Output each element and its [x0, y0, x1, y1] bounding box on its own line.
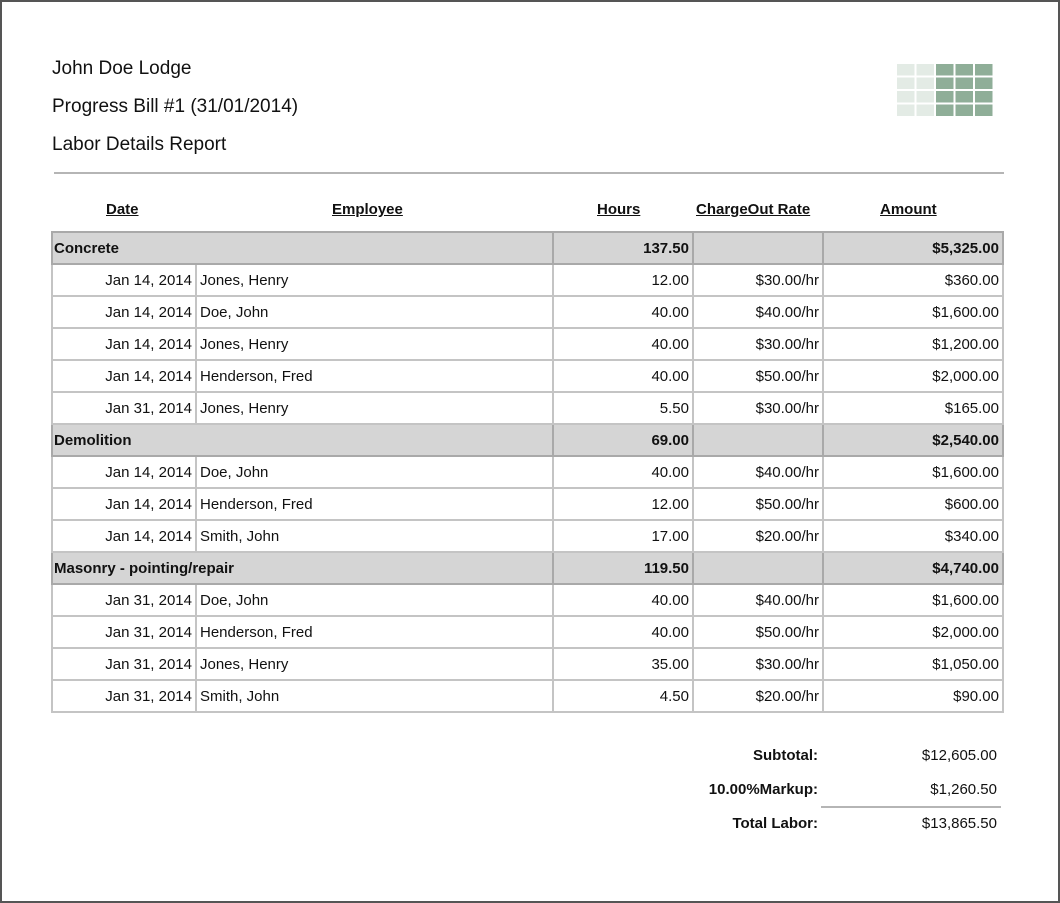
logo-cell — [956, 105, 974, 117]
logo-cell — [897, 64, 915, 76]
row-amount: $1,600.00 — [823, 456, 1003, 488]
total-labor-label: Total Labor: — [732, 815, 818, 832]
group-amount: $4,740.00 — [823, 552, 1003, 584]
table-row — [52, 520, 1003, 552]
row-rate: $50.00/hr — [693, 360, 823, 392]
row-rate: $20.00/hr — [693, 520, 823, 552]
table-row — [52, 392, 1003, 424]
group-hours: 69.00 — [553, 424, 693, 456]
group-row — [52, 424, 1003, 456]
report-title: Labor Details Report — [52, 134, 227, 155]
subtotal-value: $12,605.00 — [921, 747, 997, 764]
table-row — [52, 296, 1003, 328]
row-employee: Henderson, Fred — [196, 488, 553, 520]
row-hours: 40.00 — [553, 616, 693, 648]
row-employee: Henderson, Fred — [196, 360, 553, 392]
logo-cell — [897, 91, 915, 103]
group-rate-empty — [693, 552, 823, 584]
group-hours: 119.50 — [553, 552, 693, 584]
row-date: Jan 31, 2014 — [52, 616, 196, 648]
row-date: Jan 14, 2014 — [52, 488, 196, 520]
row-hours: 12.00 — [553, 264, 693, 296]
table-row — [52, 616, 1003, 648]
logo-cell — [956, 64, 974, 76]
markup-value: $1,260.50 — [930, 781, 997, 798]
table-row — [52, 584, 1003, 616]
row-hours: 40.00 — [553, 360, 693, 392]
row-rate: $30.00/hr — [693, 264, 823, 296]
row-rate: $20.00/hr — [693, 680, 823, 712]
row-amount: $2,000.00 — [823, 616, 1003, 648]
row-amount: $1,600.00 — [823, 584, 1003, 616]
logo-cell — [936, 105, 954, 117]
table-row — [52, 264, 1003, 296]
group-row — [52, 552, 1003, 584]
logo-cell — [917, 78, 935, 90]
row-rate: $40.00/hr — [693, 584, 823, 616]
column-header-hours: Hours — [597, 201, 641, 218]
table-row — [52, 328, 1003, 360]
subtotal-label: Subtotal: — [753, 747, 818, 764]
row-date: Jan 14, 2014 — [52, 456, 196, 488]
group-rate-empty — [693, 232, 823, 264]
row-hours: 40.00 — [553, 456, 693, 488]
row-date: Jan 14, 2014 — [52, 520, 196, 552]
row-amount: $600.00 — [823, 488, 1003, 520]
row-employee: Doe, John — [196, 456, 553, 488]
table-row — [52, 360, 1003, 392]
group-amount: $5,325.00 — [823, 232, 1003, 264]
table-row — [52, 648, 1003, 680]
row-rate: $30.00/hr — [693, 392, 823, 424]
row-employee: Smith, John — [196, 520, 553, 552]
row-hours: 5.50 — [553, 392, 693, 424]
row-date: Jan 31, 2014 — [52, 680, 196, 712]
summary-divider — [821, 806, 1001, 808]
row-employee: Jones, Henry — [196, 648, 553, 680]
row-hours: 17.00 — [553, 520, 693, 552]
row-date: Jan 31, 2014 — [52, 648, 196, 680]
row-hours: 40.00 — [553, 296, 693, 328]
row-rate: $30.00/hr — [693, 328, 823, 360]
row-hours: 12.00 — [553, 488, 693, 520]
row-amount: $1,050.00 — [823, 648, 1003, 680]
company-name: John Doe Lodge — [52, 58, 192, 79]
row-employee: Doe, John — [196, 296, 553, 328]
logo-cell — [975, 105, 993, 117]
logo-cell — [936, 91, 954, 103]
row-employee: Jones, Henry — [196, 392, 553, 424]
row-rate: $30.00/hr — [693, 648, 823, 680]
group-row — [52, 232, 1003, 264]
row-hours: 40.00 — [553, 584, 693, 616]
building-logo-icon — [895, 62, 995, 118]
row-hours: 35.00 — [553, 648, 693, 680]
column-header-date: Date — [106, 201, 139, 218]
row-amount: $1,600.00 — [823, 296, 1003, 328]
row-amount: $360.00 — [823, 264, 1003, 296]
group-name: Demolition — [52, 424, 553, 456]
row-date: Jan 31, 2014 — [52, 392, 196, 424]
logo-cell — [956, 78, 974, 90]
logo-cell — [917, 105, 935, 117]
row-amount: $165.00 — [823, 392, 1003, 424]
row-employee: Jones, Henry — [196, 328, 553, 360]
column-header-amount: Amount — [880, 201, 937, 218]
row-employee: Doe, John — [196, 584, 553, 616]
group-amount: $2,540.00 — [823, 424, 1003, 456]
table-row — [52, 680, 1003, 712]
row-amount: $2,000.00 — [823, 360, 1003, 392]
logo-cell — [917, 64, 935, 76]
group-hours: 137.50 — [553, 232, 693, 264]
logo-cell — [975, 78, 993, 90]
group-name: Concrete — [52, 232, 553, 264]
logo-cell — [936, 78, 954, 90]
logo-cell — [956, 91, 974, 103]
row-employee: Henderson, Fred — [196, 616, 553, 648]
logo-cell — [897, 105, 915, 117]
column-header-employee: Employee — [332, 201, 403, 218]
group-rate-empty — [693, 424, 823, 456]
row-hours: 4.50 — [553, 680, 693, 712]
logo-cell — [936, 64, 954, 76]
row-rate: $50.00/hr — [693, 616, 823, 648]
row-date: Jan 14, 2014 — [52, 296, 196, 328]
row-amount: $340.00 — [823, 520, 1003, 552]
row-employee: Smith, John — [196, 680, 553, 712]
row-rate: $50.00/hr — [693, 488, 823, 520]
logo-cell — [897, 78, 915, 90]
markup-label: 10.00%Markup: — [708, 781, 818, 798]
row-rate: $40.00/hr — [693, 456, 823, 488]
logo-cell — [975, 91, 993, 103]
row-date: Jan 31, 2014 — [52, 584, 196, 616]
row-rate: $40.00/hr — [693, 296, 823, 328]
row-date: Jan 14, 2014 — [52, 360, 196, 392]
bill-title: Progress Bill #1 (31/01/2014) — [52, 96, 299, 117]
row-hours: 40.00 — [553, 328, 693, 360]
row-date: Jan 14, 2014 — [52, 264, 196, 296]
logo-cell — [917, 91, 935, 103]
row-amount: $1,200.00 — [823, 328, 1003, 360]
column-header-chargeout-rate: ChargeOut Rate — [696, 201, 811, 218]
row-employee: Jones, Henry — [196, 264, 553, 296]
labor-table — [51, 231, 1004, 713]
logo-cell — [975, 64, 993, 76]
table-row — [52, 456, 1003, 488]
row-amount: $90.00 — [823, 680, 1003, 712]
group-name: Masonry - pointing/repair — [52, 552, 553, 584]
table-row — [52, 488, 1003, 520]
total-labor-value: $13,865.50 — [921, 815, 997, 832]
row-date: Jan 14, 2014 — [52, 328, 196, 360]
header-divider — [54, 172, 1004, 174]
